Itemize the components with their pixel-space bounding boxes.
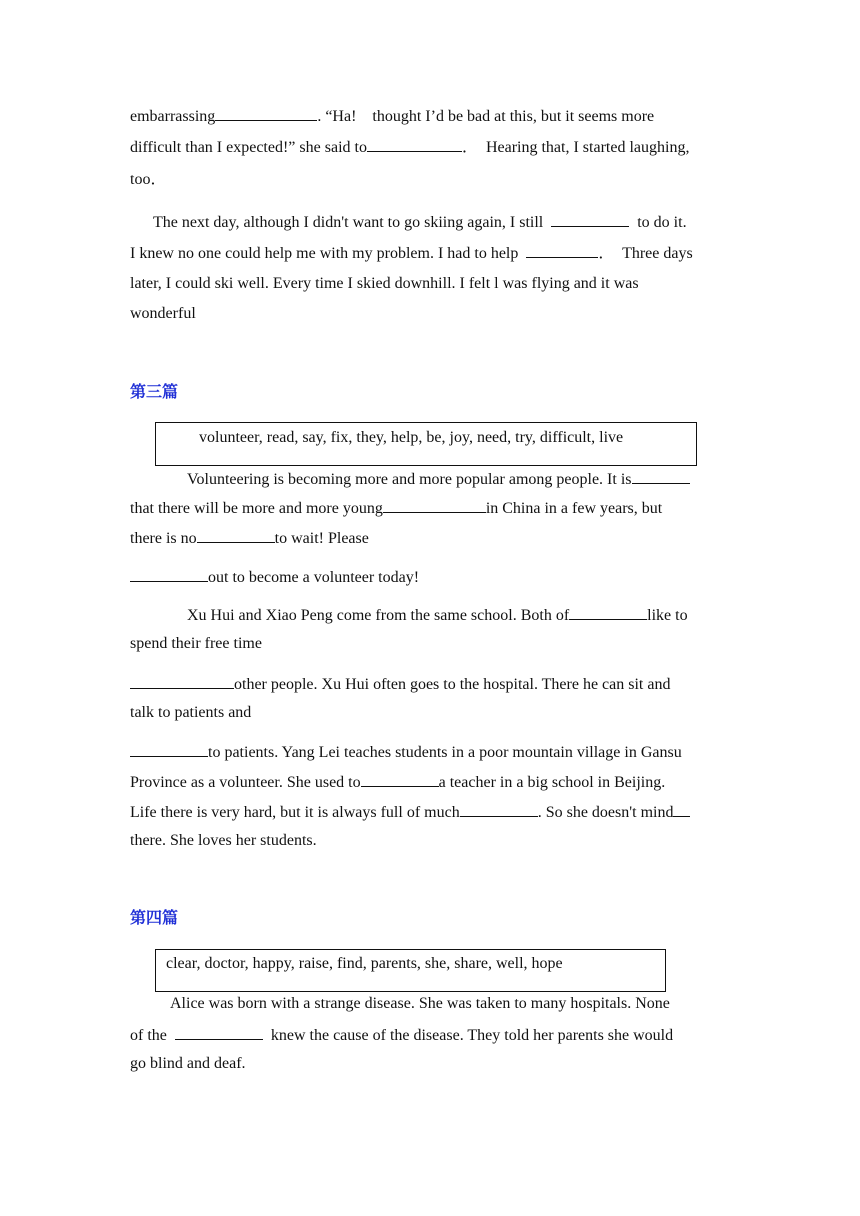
- passage3-line-5: [187, 604, 688, 626]
- word-bank-text: clear, doctor, happy, raise, find, parents, she, share, well, hope: [166, 955, 563, 972]
- passage3-line-8: talk to patients and: [130, 704, 252, 721]
- text-segment: ． Hearing that, I started laughing,: [461, 139, 690, 156]
- passage2-line-1: [130, 105, 654, 127]
- text-segment: in China in a few years, but: [485, 500, 663, 517]
- answer-blank[interactable]: [130, 673, 234, 689]
- passage4-line-2: [130, 1024, 673, 1046]
- passage3-line-11: [130, 801, 690, 823]
- text-segment: a teacher in a big school in Beijing.: [438, 774, 666, 791]
- word-bank-box: [155, 422, 697, 466]
- text-segment: like to: [647, 607, 688, 624]
- answer-blank[interactable]: [130, 741, 208, 757]
- answer-blank[interactable]: [673, 801, 690, 817]
- passage2-line-6: later, I could ski well. Every time I skied downhill. I felt l was flying and it was: [130, 275, 639, 292]
- word-bank-text: volunteer, read, say, fix, they, help, be, joy, need, try, difficult, live: [199, 429, 624, 446]
- text-segment: Life there is very hard, but it is always full of much: [130, 804, 460, 821]
- text-segment: The next day, although I didn't want to go skiing again, I still: [153, 214, 544, 231]
- passage3-line-2: [130, 497, 662, 519]
- passage4-line-1: Alice was born with a strange disease. She was taken to many hospitals. None: [170, 995, 670, 1012]
- answer-blank[interactable]: [361, 771, 439, 787]
- passage3-line-3: [130, 527, 369, 549]
- passage3-line-7: [130, 673, 670, 695]
- passage2-line-5: [130, 242, 693, 264]
- passage2-line-3: too．: [130, 171, 167, 188]
- answer-blank[interactable]: [130, 566, 208, 582]
- text-segment: that there will be more and more young: [130, 500, 383, 517]
- text-segment: there is no: [130, 530, 197, 547]
- answer-blank[interactable]: [175, 1024, 263, 1040]
- passage3-line-9: [130, 741, 682, 763]
- passage4-line-3: go blind and deaf.: [130, 1055, 246, 1072]
- answer-blank[interactable]: [383, 497, 486, 513]
- text-segment: Xu Hui and Xiao Peng come from the same school. Both of: [187, 607, 570, 624]
- text-segment: . So she doesn't mind: [537, 804, 674, 821]
- answer-blank[interactable]: [197, 527, 275, 543]
- passage3-line-12: there. She loves her students.: [130, 832, 317, 849]
- word-bank-box: [155, 949, 666, 992]
- answer-blank[interactable]: [367, 136, 462, 152]
- answer-blank[interactable]: [569, 604, 647, 620]
- passage3-line-10: [130, 771, 665, 793]
- text-segment: of the: [130, 1027, 167, 1044]
- passage2-line-2: [130, 136, 689, 158]
- text-segment: Province as a volunteer. She used to: [130, 774, 361, 791]
- section-heading-passage-3: 第三篇: [130, 382, 179, 401]
- passage2-line-7: wonderful: [130, 305, 196, 322]
- text-segment: I knew no one could help me with my problem. I had to help: [130, 245, 519, 262]
- section-heading-passage-4: 第四篇: [130, 908, 179, 927]
- answer-blank[interactable]: [460, 801, 538, 817]
- text-segment: Volunteering is becoming more and more popular among people. It is: [187, 471, 632, 488]
- passage2-line-4: [153, 211, 687, 233]
- answer-blank[interactable]: [526, 242, 598, 258]
- text-segment: ． Three days: [598, 245, 693, 262]
- passage3-line-6: spend their free time: [130, 635, 262, 652]
- text-segment: embarrassing: [130, 108, 216, 125]
- passage3-line-4: [130, 566, 419, 588]
- text-segment: other people. Xu Hui often goes to the hospital. There he can sit and: [234, 676, 671, 693]
- text-segment: to wait! Please: [274, 530, 369, 547]
- text-segment: difficult than I expected!” she said to: [130, 139, 367, 156]
- text-segment: to do it.: [637, 214, 687, 231]
- passage3-line-1: [187, 468, 690, 490]
- text-segment: to patients. Yang Lei teaches students in a poor mountain village in Gansu: [208, 744, 682, 761]
- answer-blank[interactable]: [551, 211, 629, 227]
- answer-blank[interactable]: [632, 468, 690, 484]
- text-segment: . “Ha! thought I’d be bad at this, but it seems more: [317, 108, 655, 125]
- text-segment: out to become a volunteer today!: [208, 569, 420, 586]
- text-segment: knew the cause of the disease. They told her parents she would: [270, 1027, 674, 1044]
- answer-blank[interactable]: [215, 105, 317, 121]
